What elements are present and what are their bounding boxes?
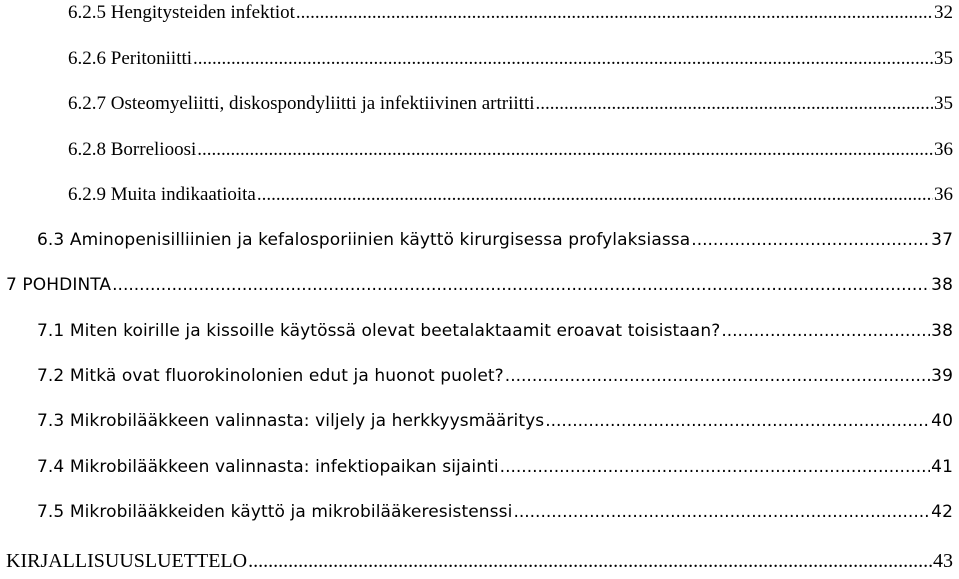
toc-entry-title: 7 POHDINTA: [6, 275, 112, 295]
toc-entry[interactable]: [0, 388, 953, 432]
toc-entry-title: 7.3 Mikrobilääkkeen valinnasta: viljely ja herkkyysmääritys: [37, 411, 545, 431]
toc-page-number: 38: [931, 321, 953, 341]
toc-page-number: 42: [931, 502, 953, 522]
toc-dot-leader: [721, 320, 930, 342]
toc-dot-leader: [545, 410, 930, 432]
toc-entry[interactable]: [0, 479, 953, 523]
toc-dot-leader: [296, 2, 933, 24]
toc-dot-leader: [193, 48, 933, 70]
toc-page-number: 36: [934, 184, 953, 205]
toc-page-number: 37: [931, 230, 953, 250]
toc-entry-title: 6.2.5 Hengitysteiden infektiot: [68, 2, 295, 23]
toc-dot-leader: [513, 501, 930, 523]
toc-entry[interactable]: [0, 343, 953, 387]
toc-entry[interactable]: [0, 26, 953, 70]
toc-entry-title: KIRJALLISUUSLUETTELO: [6, 550, 248, 572]
toc-dot-leader: [197, 139, 933, 161]
toc-entry[interactable]: [0, 207, 953, 251]
toc-dot-leader: [505, 365, 930, 387]
toc-entry[interactable]: [0, 117, 953, 161]
toc-dot-leader: [536, 93, 933, 115]
toc-page-number: 32: [934, 2, 953, 23]
toc-page-number: 35: [934, 48, 953, 69]
toc-dot-leader: [691, 229, 930, 251]
toc-entry-title: 7.4 Mikrobilääkkeen valinnasta: infektiopaikan sijainti: [37, 457, 499, 477]
toc-dot-leader: [257, 184, 933, 206]
toc-entry[interactable]: [0, 252, 953, 296]
toc-page-number: 41: [931, 457, 953, 477]
toc-page-number: 40: [931, 411, 953, 431]
toc-page-number: 35: [934, 93, 953, 114]
toc-entry-title: 6.2.8 Borrelioosi: [68, 139, 197, 160]
toc-page-number: 38: [931, 275, 953, 295]
toc-page-number: 43: [933, 550, 953, 572]
toc-entry-title: 6.2.6 Peritoniitti: [68, 48, 193, 69]
toc-entry[interactable]: [0, 528, 953, 572]
toc-page-number: 36: [934, 139, 953, 160]
toc-entry[interactable]: [0, 71, 953, 115]
toc-entry-title: 7.2 Mitkä ovat fluorokinolonien edut ja huonot puolet?: [37, 366, 504, 386]
toc-entry[interactable]: [0, 434, 953, 478]
toc-entry-title: 6.2.7 Osteomyeliitti, diskospondyliitti ja infektiivinen artriitti: [68, 93, 535, 114]
toc-entry-title: 7.5 Mikrobilääkkeiden käyttö ja mikrobilääkeresistenssi: [37, 502, 513, 522]
toc-entry[interactable]: [0, 0, 953, 24]
toc-entry-title: 7.1 Miten koirille ja kissoille käytössä olevat beetalaktaamit eroavat toisistaan?: [37, 321, 721, 341]
toc-entry[interactable]: [0, 162, 953, 206]
toc-entry-title: 6.2.9 Muita indikaatioita: [68, 184, 256, 205]
toc-dot-leader: [112, 274, 930, 296]
toc-entry-title: 6.3 Aminopenisilliinien ja kefalosporiinien käyttö kirurgisessa profylaksiassa: [37, 230, 691, 250]
toc-entry[interactable]: [0, 298, 953, 342]
toc-dot-leader: [500, 456, 930, 478]
toc-dot-leader: [248, 550, 932, 572]
toc-page-number: 39: [931, 366, 953, 386]
